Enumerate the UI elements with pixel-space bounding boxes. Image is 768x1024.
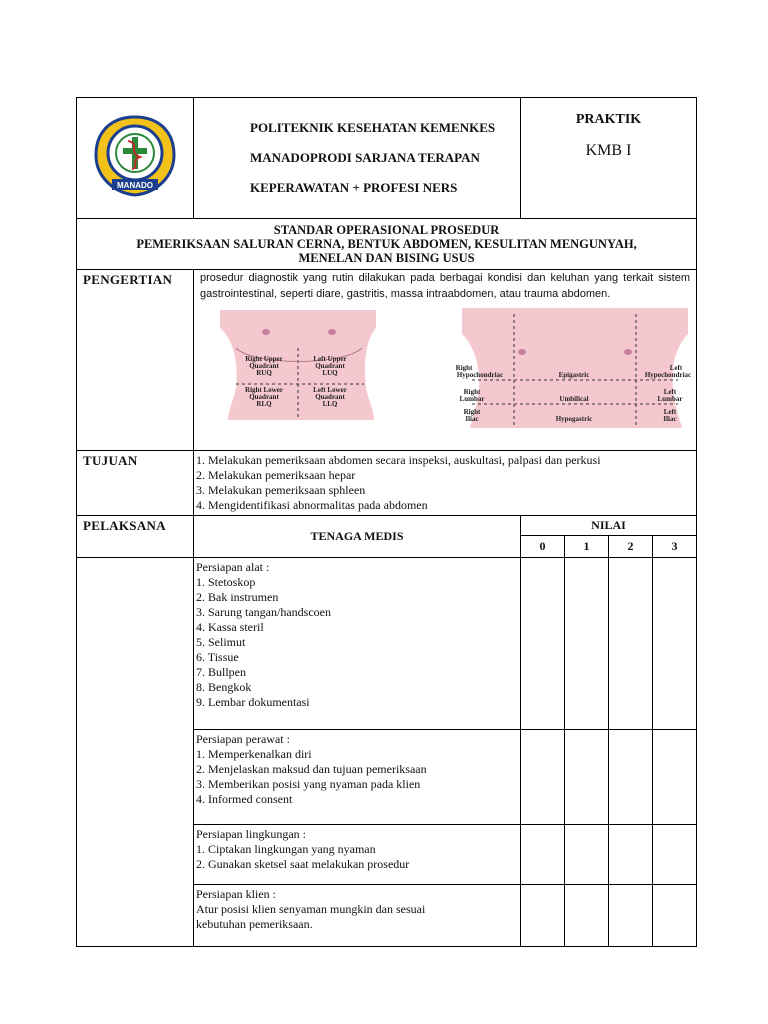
list-item: 5. Selimut: [196, 635, 246, 649]
score-header-3: 3: [653, 536, 697, 558]
title-line-3: MENELAN DAN BISING USUS: [298, 251, 475, 265]
score-cell[interactable]: [521, 885, 565, 947]
figure-label: Left Lower: [313, 386, 347, 394]
figure-label: Quadrant: [315, 393, 345, 401]
list-item: 4. Kassa steril: [196, 620, 264, 634]
score-cell[interactable]: [653, 825, 697, 885]
persiapan-klien: [194, 885, 521, 947]
score-cell[interactable]: [609, 730, 653, 825]
list-item: 2. Menjelaskan maksud dan tujuan pemeriksaan: [196, 762, 427, 776]
list-item: kebutuhan pemeriksaan.: [196, 917, 313, 931]
persiapan-alat: [194, 558, 521, 730]
institution-name: [194, 98, 521, 219]
list-item: 1. Memperkenalkan diri: [196, 747, 312, 761]
score-cell[interactable]: [609, 885, 653, 947]
empty-label-cell: [77, 558, 194, 947]
figure-label: Lumbar: [657, 395, 683, 403]
figure-label: Quadrant: [249, 393, 279, 401]
score-header-2: 2: [609, 536, 653, 558]
score-cell[interactable]: [521, 730, 565, 825]
figure-label: Right: [455, 364, 473, 372]
list-item: 2. Bak instrumen: [196, 590, 279, 604]
score-header-0: 0: [521, 536, 565, 558]
score-cell[interactable]: [609, 558, 653, 730]
svg-text:MANADO: MANADO: [117, 180, 153, 190]
figure-label: Hypochondriac: [644, 371, 692, 379]
list-item: Atur posisi klien senyaman mungkin dan sesuai: [196, 902, 426, 916]
title-line-1: STANDAR OPERASIONAL PROSEDUR: [273, 223, 500, 237]
list-item: 1. Stetoskop: [196, 575, 256, 589]
figure-label: Hypochondriac: [456, 371, 504, 379]
figure-label: Lumbar: [459, 395, 485, 403]
section-title: Persiapan perawat :: [196, 732, 290, 746]
figure-label: Right: [463, 408, 481, 416]
list-item: 9. Lembar dokumentasi: [196, 695, 310, 709]
abdomen-quadrants-figure: [214, 308, 382, 420]
tujuan-item: 3. Melakukan pemeriksaan sphleen: [196, 483, 366, 497]
list-item: 2. Gunakan sketsel saat melakukan prosedur: [196, 857, 410, 871]
score-cell[interactable]: [565, 730, 609, 825]
figure-label: LLQ: [322, 400, 338, 408]
figure-label: Iliac: [663, 415, 677, 423]
tujuan-item: 4. Mengidentifikasi abnormalitas pada abdomen: [196, 498, 428, 512]
abdomen-regions-figure: [455, 308, 692, 428]
score-cell[interactable]: [565, 825, 609, 885]
figure-label: Quadrant: [249, 362, 279, 370]
pengertian-label: PENGERTIAN: [77, 270, 194, 451]
abdomen-figures: [194, 302, 696, 434]
institution-logo-icon: [90, 113, 180, 199]
figure-label: Iliac: [465, 415, 479, 423]
section-title: Persiapan alat :: [196, 560, 270, 574]
score-cell[interactable]: [609, 825, 653, 885]
figure-label: Epigastric: [558, 371, 590, 379]
figure-label: Umbilical: [559, 395, 589, 403]
tujuan-label: TUJUAN: [77, 451, 194, 516]
score-cell[interactable]: [521, 558, 565, 730]
score-header-1: 1: [565, 536, 609, 558]
score-cell[interactable]: [565, 885, 609, 947]
pengertian-text: prosedur diagnostik yang rutin dilakukan pada berbagai kondisi dan keluhan yang terkait sistem gastrointestinal, seperti diare, gastritis, massa intraabdomen, atau trauma abdomen.: [200, 272, 691, 300]
persiapan-perawat: [194, 730, 521, 825]
score-cell[interactable]: [653, 558, 697, 730]
figure-label: Quadrant: [315, 362, 345, 370]
institution-line-1: POLITEKNIK KESEHATAN KEMENKES: [250, 120, 496, 135]
title-line-2: PEMERIKSAAN SALURAN CERNA, BENTUK ABDOMEN, KESULITAN MENGUNYAH,: [136, 237, 637, 251]
figure-label: Right Lower: [245, 386, 283, 394]
pengertian-content: [194, 270, 697, 451]
list-item: 4. Informed consent: [196, 792, 293, 806]
figure-label: LUQ: [322, 369, 338, 377]
list-item: 7. Bullpen: [196, 665, 246, 679]
logo-cell: [77, 98, 194, 219]
figure-label: Hypogastric: [555, 415, 593, 423]
score-cell[interactable]: [653, 730, 697, 825]
sop-table: [76, 97, 697, 947]
tujuan-list: [194, 451, 697, 516]
score-cell[interactable]: [565, 558, 609, 730]
score-cell[interactable]: [653, 885, 697, 947]
tujuan-item: 1. Melakukan pemeriksaan abdomen secara inspeksi, auskultasi, palpasi dan perkusi: [196, 453, 601, 467]
institution-line-2: MANADOPRODI SARJANA TERAPAN: [250, 150, 480, 165]
score-cell[interactable]: [521, 825, 565, 885]
document-title: [77, 219, 697, 270]
figure-label: Right Upper: [245, 355, 283, 363]
pelaksana-label: PELAKSANA: [77, 516, 194, 558]
figure-label: RLQ: [256, 400, 272, 408]
figure-label: Left: [663, 408, 677, 416]
list-item: 3. Sarung tangan/handscoen: [196, 605, 331, 619]
figure-label: Left: [663, 388, 677, 396]
section-title: Persiapan lingkungan :: [196, 827, 306, 841]
practice-label: PRAKTIK: [575, 112, 642, 127]
tenaga-medis-header: TENAGA MEDIS: [194, 516, 521, 558]
figure-label: RUQ: [256, 369, 272, 377]
course-code: KMB I: [585, 142, 632, 159]
institution-line-3: KEPERAWATAN + PROFESI NERS: [250, 180, 458, 195]
figure-label: Left: [669, 364, 683, 372]
practice-cell: [521, 98, 697, 219]
figure-label: Left Upper: [313, 355, 347, 363]
figure-label: Right: [463, 388, 481, 396]
list-item: 6. Tissue: [196, 650, 239, 664]
list-item: 3. Memberikan posisi yang nyaman pada klien: [196, 777, 421, 791]
section-title: Persiapan klien :: [196, 887, 276, 901]
list-item: 8. Bengkok: [196, 680, 252, 694]
persiapan-lingkungan: [194, 825, 521, 885]
list-item: 1. Ciptakan lingkungan yang nyaman: [196, 842, 376, 856]
sop-document: [76, 97, 696, 947]
nilai-header: NILAI: [521, 516, 697, 536]
tujuan-item: 2. Melakukan pemeriksaan hepar: [196, 468, 356, 482]
